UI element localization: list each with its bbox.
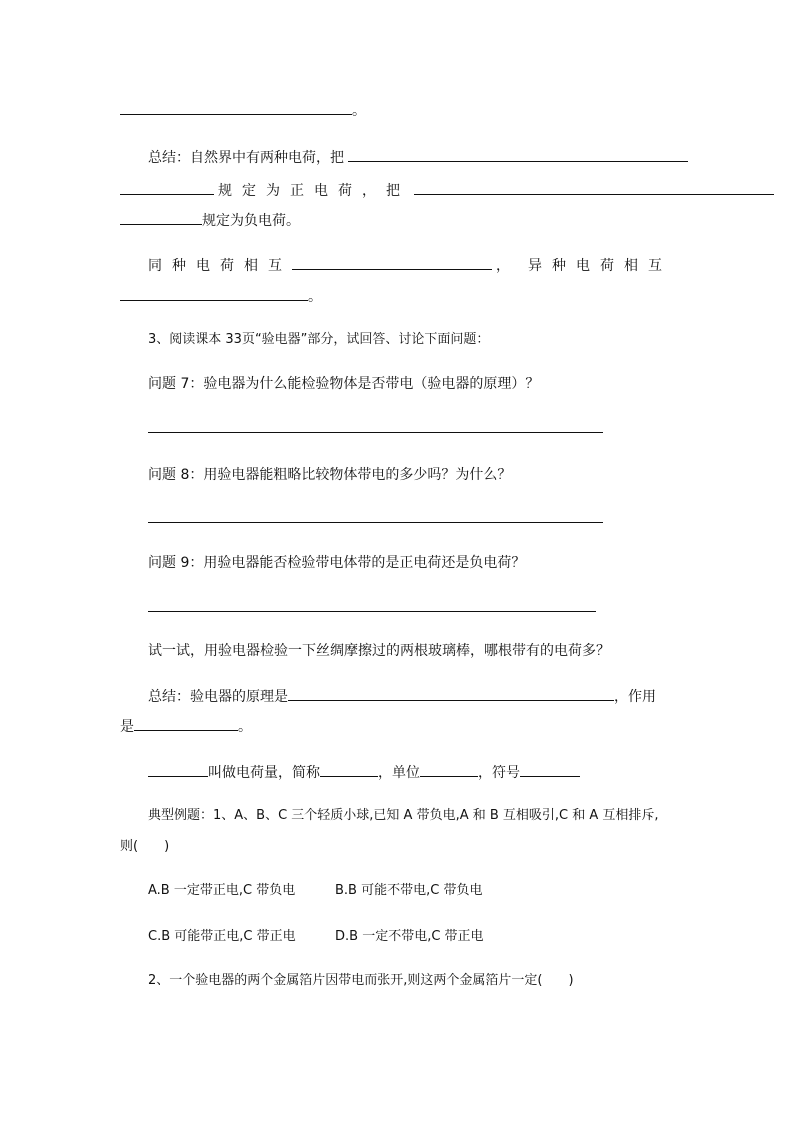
- answer-blank[interactable]: [320, 762, 378, 777]
- section-3-heading: 3、阅读课本 33页“验电器”部分，试回答、讨论下面问题：: [148, 332, 490, 347]
- question-7: 问题 7：验电器为什么能检验物体是否带电（验电器的原理）？: [148, 376, 540, 392]
- definition-text: ，符号: [478, 765, 520, 781]
- answer-line-q7[interactable]: [148, 432, 603, 433]
- charge-interaction-line1: [148, 255, 672, 276]
- summary-text: 是: [120, 719, 134, 735]
- summary-electroscope-line2: [120, 716, 252, 737]
- answer-blank[interactable]: [120, 210, 202, 225]
- summary-charges-line3: [120, 210, 300, 231]
- comma: ，: [496, 258, 510, 274]
- answer-blank[interactable]: [292, 255, 492, 270]
- period: 。: [308, 289, 322, 305]
- try-it-text: 试一试，用验电器检验一下丝绸摩擦过的两根玻璃棒，哪根带有的电荷多？: [148, 643, 610, 659]
- question-8: 问题 8：用验电器能粗略比较物体带电的多少吗？为什么？: [148, 467, 512, 483]
- option-b[interactable]: B.B 可能不带电,C 带负电: [335, 883, 483, 898]
- charge-interaction-line2: [120, 286, 322, 307]
- summary-text: ，作用: [614, 689, 656, 705]
- summary-text: 规定为负电荷。: [202, 213, 300, 229]
- answer-blank[interactable]: [420, 762, 478, 777]
- summary-charges-line1: [148, 147, 688, 168]
- answer-blank[interactable]: [120, 180, 214, 195]
- answer-blank[interactable]: [288, 686, 614, 701]
- example-1-stem: 典型例题：1、A、B、C 三个轻质小球,已知 A 带负电,A 和 B 互相吸引,C 和 A 互相排斥,: [148, 808, 659, 823]
- summary-charges-line2: [120, 180, 774, 201]
- definition-text: 叫做电荷量，简称: [208, 765, 320, 781]
- definition-text: ，单位: [378, 765, 420, 781]
- answer-blank[interactable]: [348, 147, 688, 162]
- period: 。: [238, 719, 252, 735]
- answer-blank[interactable]: [520, 762, 580, 777]
- answer-blank[interactable]: [120, 100, 352, 115]
- same-charge-text: 同种电荷相互: [148, 258, 292, 274]
- charge-definition: [148, 762, 580, 783]
- option-a[interactable]: A.B 一定带正电,C 带负电: [148, 883, 296, 898]
- answer-blank[interactable]: [414, 180, 774, 195]
- question-9: 问题 9：用验电器能否检验带电体带的是正电荷还是负电荷？: [148, 555, 526, 571]
- period: 。: [352, 103, 366, 119]
- summary-text: 总结：验电器的原理是: [148, 689, 288, 705]
- opposite-charge-text: 异种电荷相互: [528, 258, 672, 274]
- summary-electroscope-line1: [148, 686, 656, 707]
- answer-line-q8[interactable]: [148, 522, 603, 523]
- answer-blank[interactable]: [134, 716, 238, 731]
- example-2-stem: 2、一个验电器的两个金属箔片因带电而张开,则这两个金属箔片一定( ): [148, 973, 574, 988]
- option-d[interactable]: D.B 一定不带电,C 带正电: [335, 929, 484, 944]
- example-1-stem-cont: 则( ): [120, 839, 170, 854]
- answer-blank[interactable]: [148, 762, 208, 777]
- answer-blank[interactable]: [120, 286, 308, 301]
- summary-text: 规定为正电荷，把: [218, 183, 410, 199]
- answer-line-q9[interactable]: [148, 611, 596, 612]
- summary-text: 总结：自然界中有两种电荷，把: [148, 150, 344, 166]
- option-c[interactable]: C.B 可能带正电,C 带正电: [148, 929, 296, 944]
- continuation-line: [120, 100, 366, 121]
